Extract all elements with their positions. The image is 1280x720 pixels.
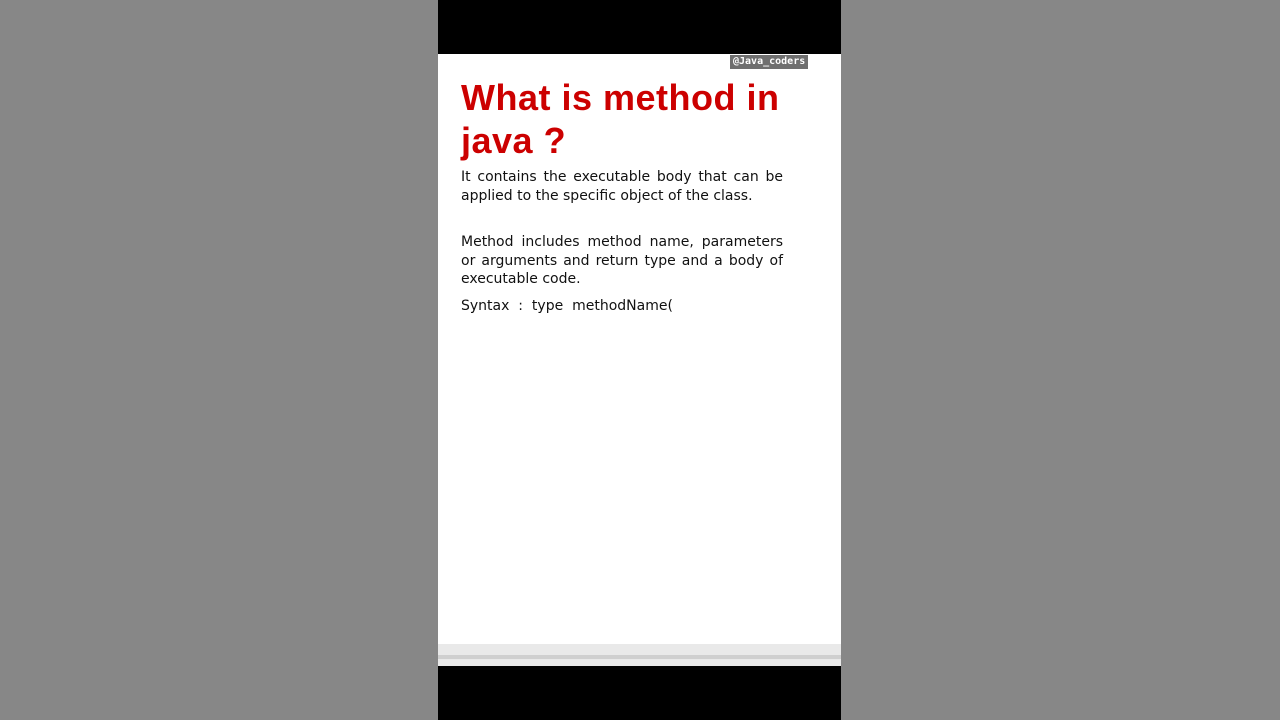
video-frame[interactable] <box>438 0 841 720</box>
presentation-slide <box>438 54 841 644</box>
syntax-line: Syntax : type methodName( <box>461 298 673 314</box>
blurred-background-right <box>841 0 1280 720</box>
blurred-background-left <box>0 0 438 720</box>
slide-title: What is method in java ? <box>461 77 780 161</box>
components-paragraph: Method includes method name, parameters or arguments and return type and a body of executable code. <box>461 234 783 287</box>
channel-watermark: @Java_coders <box>730 55 808 69</box>
definition-paragraph: It contains the executable body that can be applied to the specific object of the class. <box>461 169 783 204</box>
slide-footer-divider <box>438 655 841 659</box>
slide-footer-bar <box>438 644 841 666</box>
